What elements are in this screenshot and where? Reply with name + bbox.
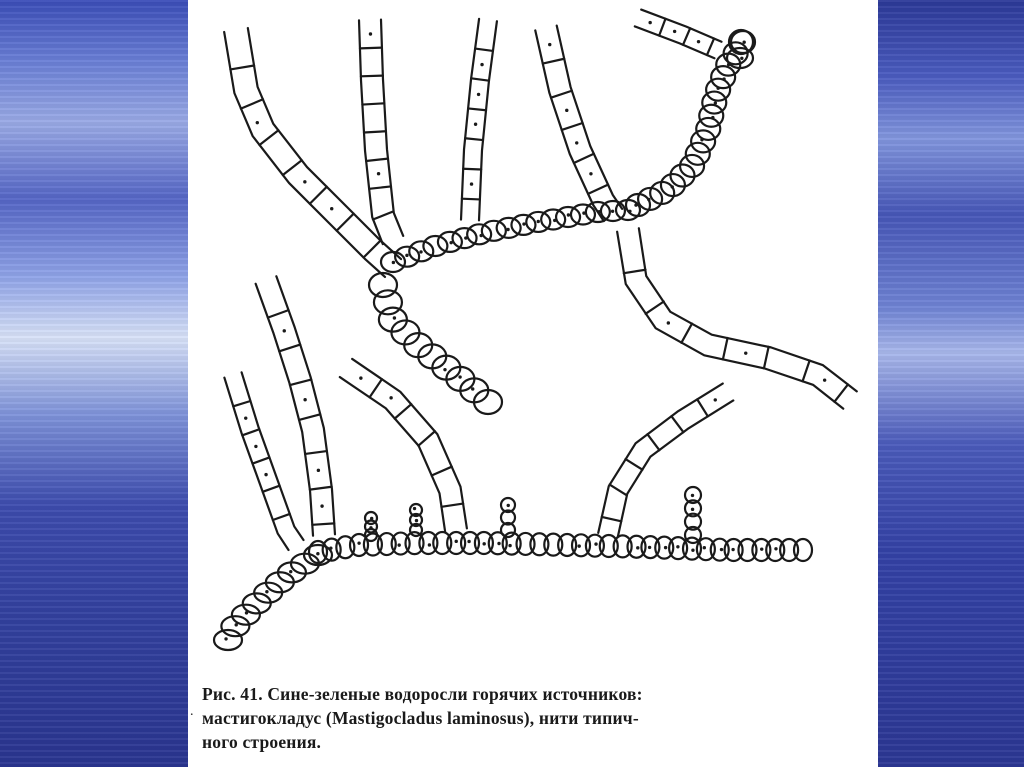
caption-line-3: ного строения.: [202, 732, 322, 752]
lower-branch-1: [224, 372, 303, 550]
upper-left-filament: [224, 28, 401, 277]
small-branch-c: [501, 498, 515, 537]
top-right-filament: [635, 10, 722, 59]
lower-main-bead-chain: [309, 532, 812, 563]
caption-line-2: мастигокладус (Mastigocladus laminosus), нити типич-: [202, 708, 639, 728]
upper-middle-filament: [461, 19, 497, 221]
figure-panel: [188, 0, 878, 767]
caption-mark: .: [190, 704, 194, 719]
descending-bead-chain: [369, 273, 502, 414]
lower-branch-4: [598, 384, 733, 538]
upper-vertical-filament: [359, 20, 403, 244]
algae-illustration: [188, 0, 878, 680]
caption-line-1: Рис. 41. Сине-зеленые водоросли горячих источников:: [202, 684, 643, 704]
lower-left-bead-chain: [214, 545, 332, 650]
upper-right-filament: [535, 26, 622, 222]
lower-branch-2: [256, 276, 335, 535]
lower-right-filament: [617, 228, 857, 408]
right-arc-bead-chain: [626, 31, 755, 216]
background-left-panel: [0, 0, 188, 767]
horizontal-bead-chain: [381, 200, 640, 272]
small-branch-d: [685, 487, 701, 543]
background-right-panel: [878, 0, 1024, 767]
